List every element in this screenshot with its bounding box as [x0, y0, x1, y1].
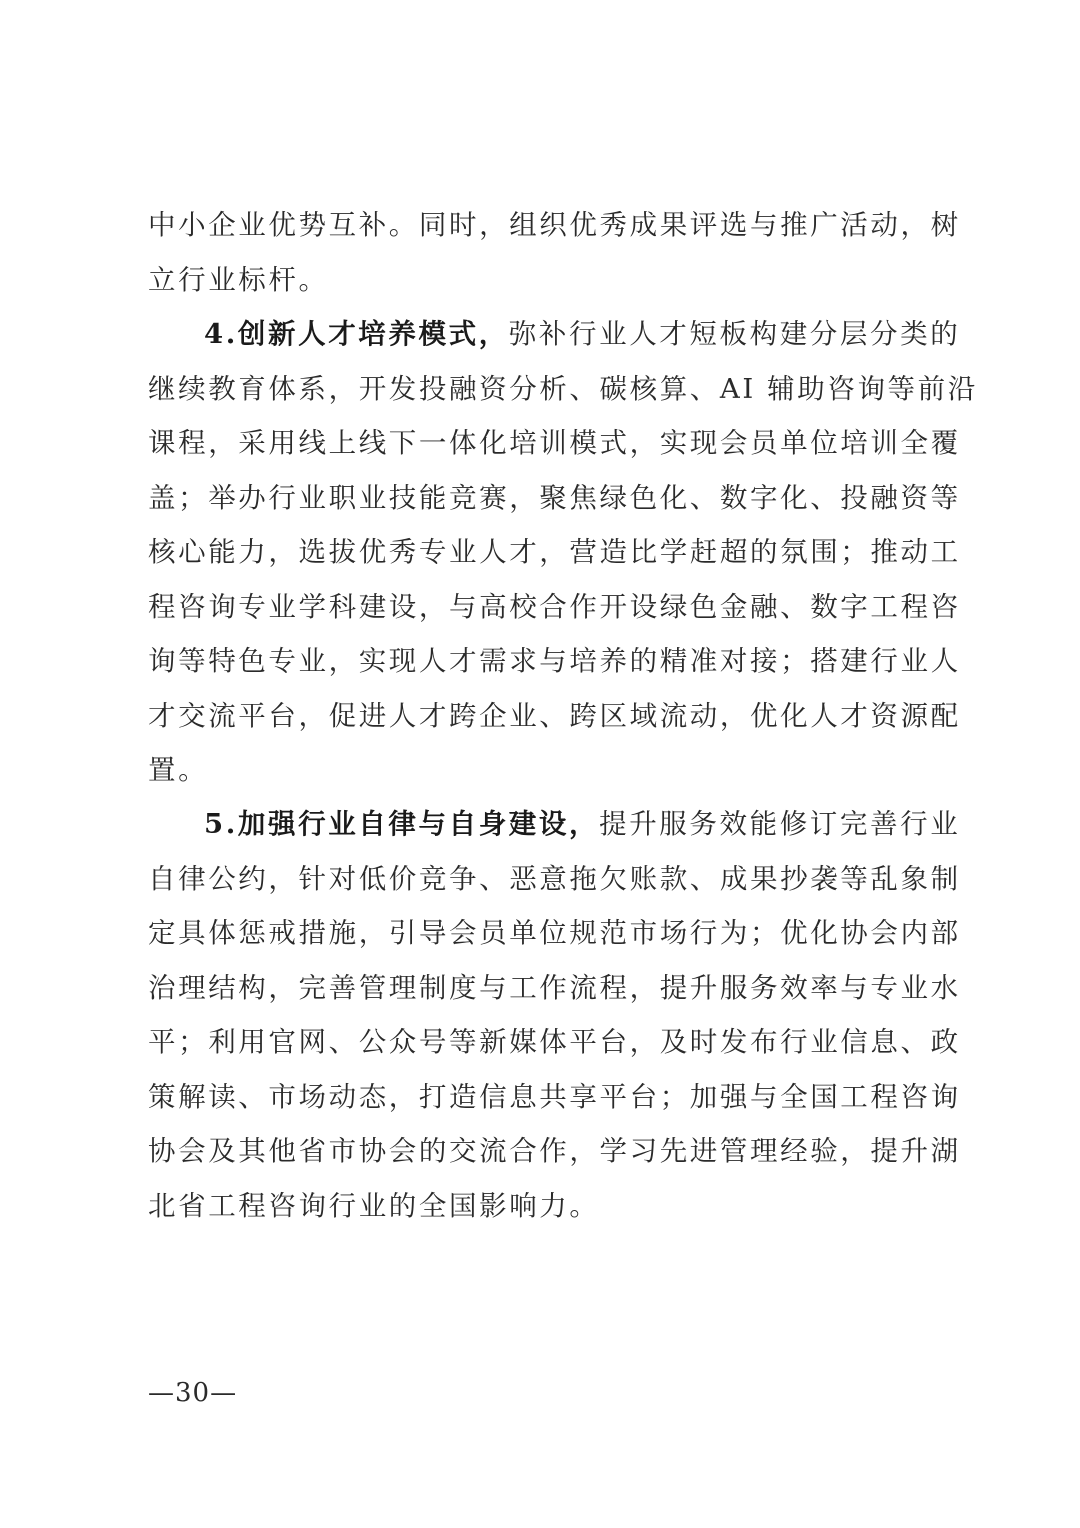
text-line: 课程，采用线上线下一体化培训模式，实现会员单位培训全覆: [148, 427, 961, 459]
paragraph-first-line: [148, 307, 961, 362]
text-line: 平；利用官网、公众号等新媒体平台，及时发布行业信息、政: [148, 1026, 961, 1058]
text-line: 核心能力，选拔优秀专业人才，营造比学赶超的氛围；推动工: [148, 536, 961, 568]
text-line: 治理结构，完善管理制度与工作流程，提升服务效率与专业水: [148, 971, 961, 1004]
text-line: 北省工程咨询行业的全国影响力。: [148, 1189, 600, 1222]
text-line: 程咨询专业学科建设，与高校合作开设绿色金融、数字工程咨: [148, 590, 961, 623]
paragraph-heading: 5.加强行业自律与自身建设，: [204, 808, 600, 840]
text-line: 自律公约，针对低价竞争、恶意拖欠账款、成果抄袭等乱象制: [148, 862, 961, 895]
text-line: 询等特色专业，实现人才需求与培养的精准对接；搭建行业人: [148, 645, 961, 677]
paragraph-4: [148, 307, 978, 798]
paragraph-5: [148, 797, 961, 1233]
text-run: 提升服务效能修订完善行业: [599, 808, 961, 840]
text-line: 置。: [148, 754, 209, 786]
paragraph-heading: 4.创新人才培养模式，: [204, 318, 509, 350]
text-line: 中小企业优势互补。同时，组织优秀成果评选与推广活动，树: [148, 209, 961, 241]
text-line: 才交流平台，促进人才跨企业、跨区域流动，优化人才资源配: [148, 699, 961, 732]
text-run: 弥补行业人才短板构建分层分类的: [508, 318, 961, 350]
text-line: 协会及其他省市协会的交流合作，学习先进管理经验，提升湖: [148, 1135, 961, 1167]
page-number: —30—: [148, 1378, 238, 1408]
text-line: 盖；举办行业职业技能竞赛，聚焦绿色化、数字化、投融资等: [148, 481, 961, 514]
text-line: 策解读、市场动态，打造信息共享平台；加强与全国工程咨询: [148, 1080, 961, 1113]
paragraph-first-line: [148, 797, 961, 852]
text-line: 立行业标杆。: [148, 263, 329, 296]
paragraph-continuation: [148, 198, 961, 307]
text-line: 继续教育体系，开发投融资分析、碳核算、AI 辅助咨询等前沿: [148, 372, 978, 405]
text-line: 定具体惩戒措施，引导会员单位规范市场行为；优化协会内部: [148, 917, 961, 949]
